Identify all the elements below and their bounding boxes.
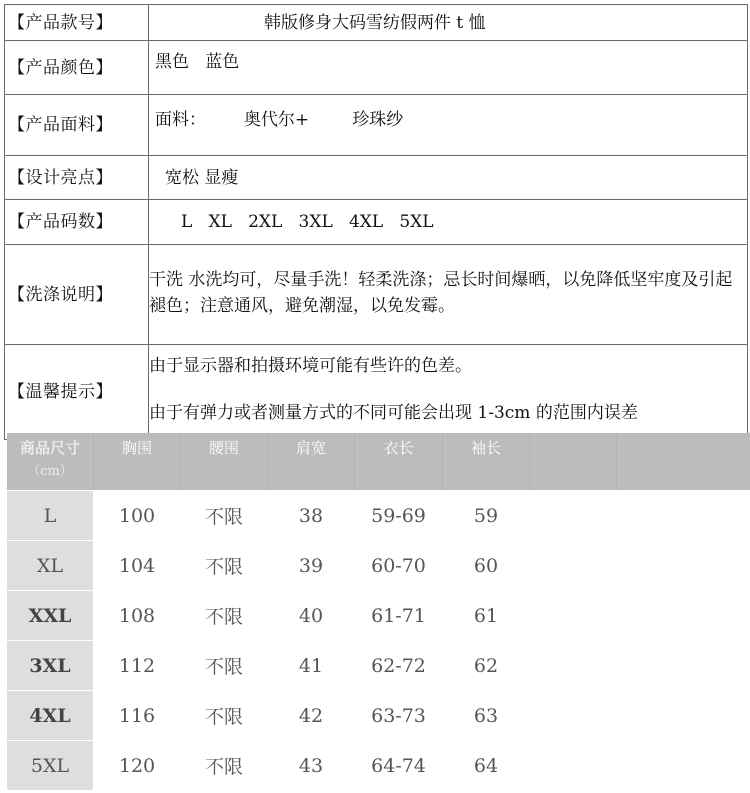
size-cell-empty <box>617 491 750 540</box>
size-cell-chest: 112 <box>94 641 180 690</box>
design-value: 宽松 显瘦 <box>149 156 748 200</box>
info-row-washing <box>5 245 748 345</box>
size-cell-sleeve: 60 <box>443 541 529 590</box>
size-cell-length: 59-69 <box>355 491 442 540</box>
info-row-color <box>5 41 748 95</box>
header-shoulder <box>268 433 354 490</box>
size-cell-length: 61-71 <box>355 591 442 640</box>
size-cell-empty <box>530 491 616 540</box>
size-cell-waist: 不限 <box>181 641 267 690</box>
header-size-unit: （cm） <box>27 464 73 479</box>
info-row-style-no <box>5 5 748 41</box>
size-cell-shoulder: 42 <box>268 691 354 740</box>
size-cell-sleeve: 63 <box>443 691 529 740</box>
washing-value: 干洗 水洗均可，尽量手洗！轻柔洗涤；忌长时间爆晒，以免降低坚牢度及引起褪色；注意通风，避免潮湿，以免发霉。 <box>149 245 748 345</box>
info-row-fabric <box>5 95 748 156</box>
size-cell-sleeve: 62 <box>443 641 529 690</box>
size-cell-empty <box>617 691 750 740</box>
tips-line-2: 由于有弹力或者测量方式的不同可能会出现 1-3cm 的范围内误差 <box>149 403 638 423</box>
washing-label: 【洗涤说明】 <box>5 245 149 345</box>
header-sleeve-label: 袖长 <box>470 439 501 457</box>
size-cell-size: XL <box>7 541 93 590</box>
style-no-text: 韩版修身大码雪纺假两件 t 恤 <box>264 12 486 33</box>
size-cell-length: 64-74 <box>355 741 442 790</box>
header-empty-2 <box>617 433 750 490</box>
size-cell-empty <box>617 591 750 640</box>
size-cell-empty <box>530 541 616 590</box>
header-waist <box>181 433 267 490</box>
size-cell-empty <box>617 541 750 590</box>
info-row-sizes <box>5 200 748 245</box>
header-size <box>7 433 93 490</box>
header-chest-label: 胸围 <box>121 439 152 457</box>
size-cell-shoulder: 39 <box>268 541 354 590</box>
header-empty-1 <box>530 433 616 490</box>
size-cell-sleeve: 59 <box>443 491 529 540</box>
size-chart <box>7 433 750 793</box>
header-size-label: 商品尺寸 <box>19 439 80 457</box>
size-cell-empty <box>530 741 616 790</box>
size-cell-size: XXL <box>7 591 93 640</box>
color-value: 黑色 蓝色 <box>149 41 748 95</box>
size-cell-waist: 不限 <box>181 541 267 590</box>
size-cell-empty <box>530 691 616 740</box>
header-length-label: 衣长 <box>383 439 414 457</box>
size-cell-empty <box>617 741 750 790</box>
size-cell-chest: 108 <box>94 591 180 640</box>
size-cell-waist: 不限 <box>181 591 267 640</box>
tips-value <box>149 345 748 440</box>
tips-line-1: 由于显示器和拍摄环境可能有些许的色差。 <box>149 356 472 376</box>
size-cell-size: L <box>7 491 93 540</box>
size-cell-size: 4XL <box>7 691 93 740</box>
header-waist-label: 腰围 <box>208 439 239 457</box>
size-cell-empty <box>617 641 750 690</box>
size-cell-chest: 104 <box>94 541 180 590</box>
info-row-tips <box>5 345 748 440</box>
product-info-table <box>4 4 748 440</box>
size-cell-waist: 不限 <box>181 491 267 540</box>
size-cell-sleeve: 64 <box>443 741 529 790</box>
size-cell-empty <box>530 591 616 640</box>
size-cell-waist: 不限 <box>181 691 267 740</box>
size-cell-shoulder: 41 <box>268 641 354 690</box>
style-no-label: 【产品款号】 <box>5 5 149 41</box>
info-row-design <box>5 156 748 200</box>
size-cell-empty <box>530 641 616 690</box>
size-cell-chest: 100 <box>94 491 180 540</box>
header-shoulder-label: 肩宽 <box>295 439 326 457</box>
size-cell-chest: 116 <box>94 691 180 740</box>
design-label: 【设计亮点】 <box>5 156 149 200</box>
tips-label: 【温馨提示】 <box>5 345 149 440</box>
size-cell-chest: 120 <box>94 741 180 790</box>
size-cell-length: 62-72 <box>355 641 442 690</box>
header-length <box>355 433 442 490</box>
fabric-value: 面料： 奥代尔+ 珍珠纱 <box>149 95 748 156</box>
sizes-label: 【产品码数】 <box>5 200 149 245</box>
sizes-value: L XL 2XL 3XL 4XL 5XL <box>149 200 748 245</box>
size-cell-sleeve: 61 <box>443 591 529 640</box>
size-cell-shoulder: 40 <box>268 591 354 640</box>
style-no-value <box>149 5 748 41</box>
size-cell-length: 63-73 <box>355 691 442 740</box>
color-label: 【产品颜色】 <box>5 41 149 95</box>
header-sleeve <box>443 433 529 490</box>
size-cell-shoulder: 38 <box>268 491 354 540</box>
size-cell-length: 60-70 <box>355 541 442 590</box>
size-cell-size: 5XL <box>7 741 93 790</box>
fabric-label: 【产品面料】 <box>5 95 149 156</box>
header-chest <box>94 433 180 490</box>
size-cell-shoulder: 43 <box>268 741 354 790</box>
size-cell-waist: 不限 <box>181 741 267 790</box>
size-cell-size: 3XL <box>7 641 93 690</box>
